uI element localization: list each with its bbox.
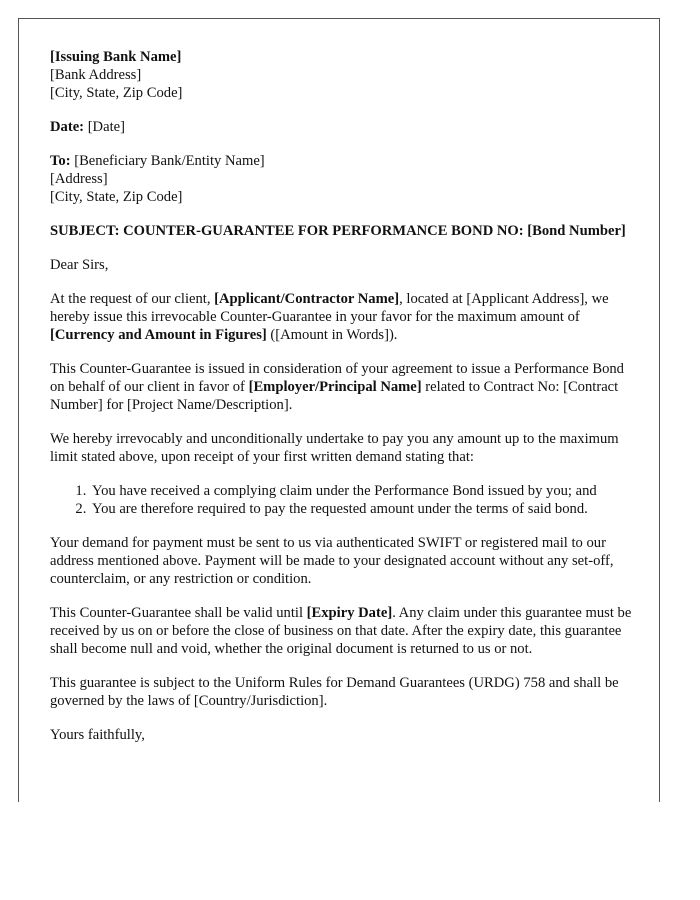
applicant-name-placeholder: [Applicant/Contractor Name] xyxy=(214,291,400,307)
paragraph-payment: Your demand for payment must be sent to us via authenticated SWIFT or registered mail to our address mentioned above. Payment will be made to your designated account without any set-off, counterclaim, or any restriction or condition. xyxy=(50,535,614,587)
subject-line: SUBJECT: COUNTER-GUARANTEE FOR PERFORMANCE BOND NO: [Bond Number] xyxy=(50,223,626,239)
condition-item: 2. You are therefore required to pay the requested amount under the terms of said bond. xyxy=(90,500,640,518)
paragraph-governing-law: This guarantee is subject to the Uniform Rules for Demand Guarantees (URDG) 758 and shall be governed by the laws of [Country/Jurisdiction]. xyxy=(50,675,619,709)
recipient-name: [Beneficiary Bank/Entity Name] xyxy=(70,153,265,169)
letter-page xyxy=(18,18,660,802)
expiry-date-placeholder: [Expiry Date] xyxy=(306,605,393,621)
date-line xyxy=(50,118,640,136)
closing: Yours faithfully, xyxy=(50,727,145,743)
paragraph-text: , located at [Applicant Address], we hereby issue this irrevocable Counter-Guarantee in your favor for the maximum amount of xyxy=(50,291,609,325)
recipient-block xyxy=(50,152,640,206)
recipient-name-line xyxy=(50,152,640,170)
issuing-bank-city: [City, State, Zip Code] xyxy=(50,85,183,101)
paragraph-text: At the request of our client, xyxy=(50,291,215,307)
recipient-label: To: xyxy=(50,153,71,169)
letter-body xyxy=(50,48,640,760)
paragraph-validity xyxy=(50,604,640,658)
recipient-city: [City, State, Zip Code] xyxy=(50,189,183,205)
paragraph-text: This Counter-Guarantee shall be valid until xyxy=(50,605,307,621)
paragraph-undertaking: We hereby irrevocably and unconditionally undertake to pay you any amount up to the maximum limit stated above, upon receipt of your first written demand stating that: xyxy=(50,431,619,465)
recipient-address: [Address] xyxy=(50,171,108,187)
paragraph-consideration xyxy=(50,360,640,414)
employer-name-placeholder: [Employer/Principal Name] xyxy=(248,379,422,395)
issuing-bank-address: [Bank Address] xyxy=(50,67,142,83)
sender-block xyxy=(50,48,640,102)
date-value: [Date] xyxy=(84,119,125,135)
issuing-bank-name: [Issuing Bank Name] xyxy=(50,49,182,65)
salutation: Dear Sirs, xyxy=(50,257,109,273)
paragraph-text: related to Contract No: [Contract Number] for [Project Name/Description]. xyxy=(50,379,619,413)
paragraph-request xyxy=(50,290,640,344)
paragraph-text: This Counter-Guarantee is issued in consideration of your agreement to issue a Performance Bond on behalf of our client in favor of xyxy=(50,361,624,395)
date-label: Date: xyxy=(50,119,85,135)
paragraph-text: ([Amount in Words]). xyxy=(266,327,398,343)
paragraph-text: . Any claim under this guarantee must be received by us on or before the close of business on that date. After the expiry date, this guarantee shall become null and void, whether the original document is returned to us or not. xyxy=(50,605,632,657)
amount-placeholder: [Currency and Amount in Figures] xyxy=(50,327,267,343)
conditions-list xyxy=(50,482,640,518)
condition-item: 1. You have received a complying claim under the Performance Bond issued by you; and xyxy=(90,482,640,500)
